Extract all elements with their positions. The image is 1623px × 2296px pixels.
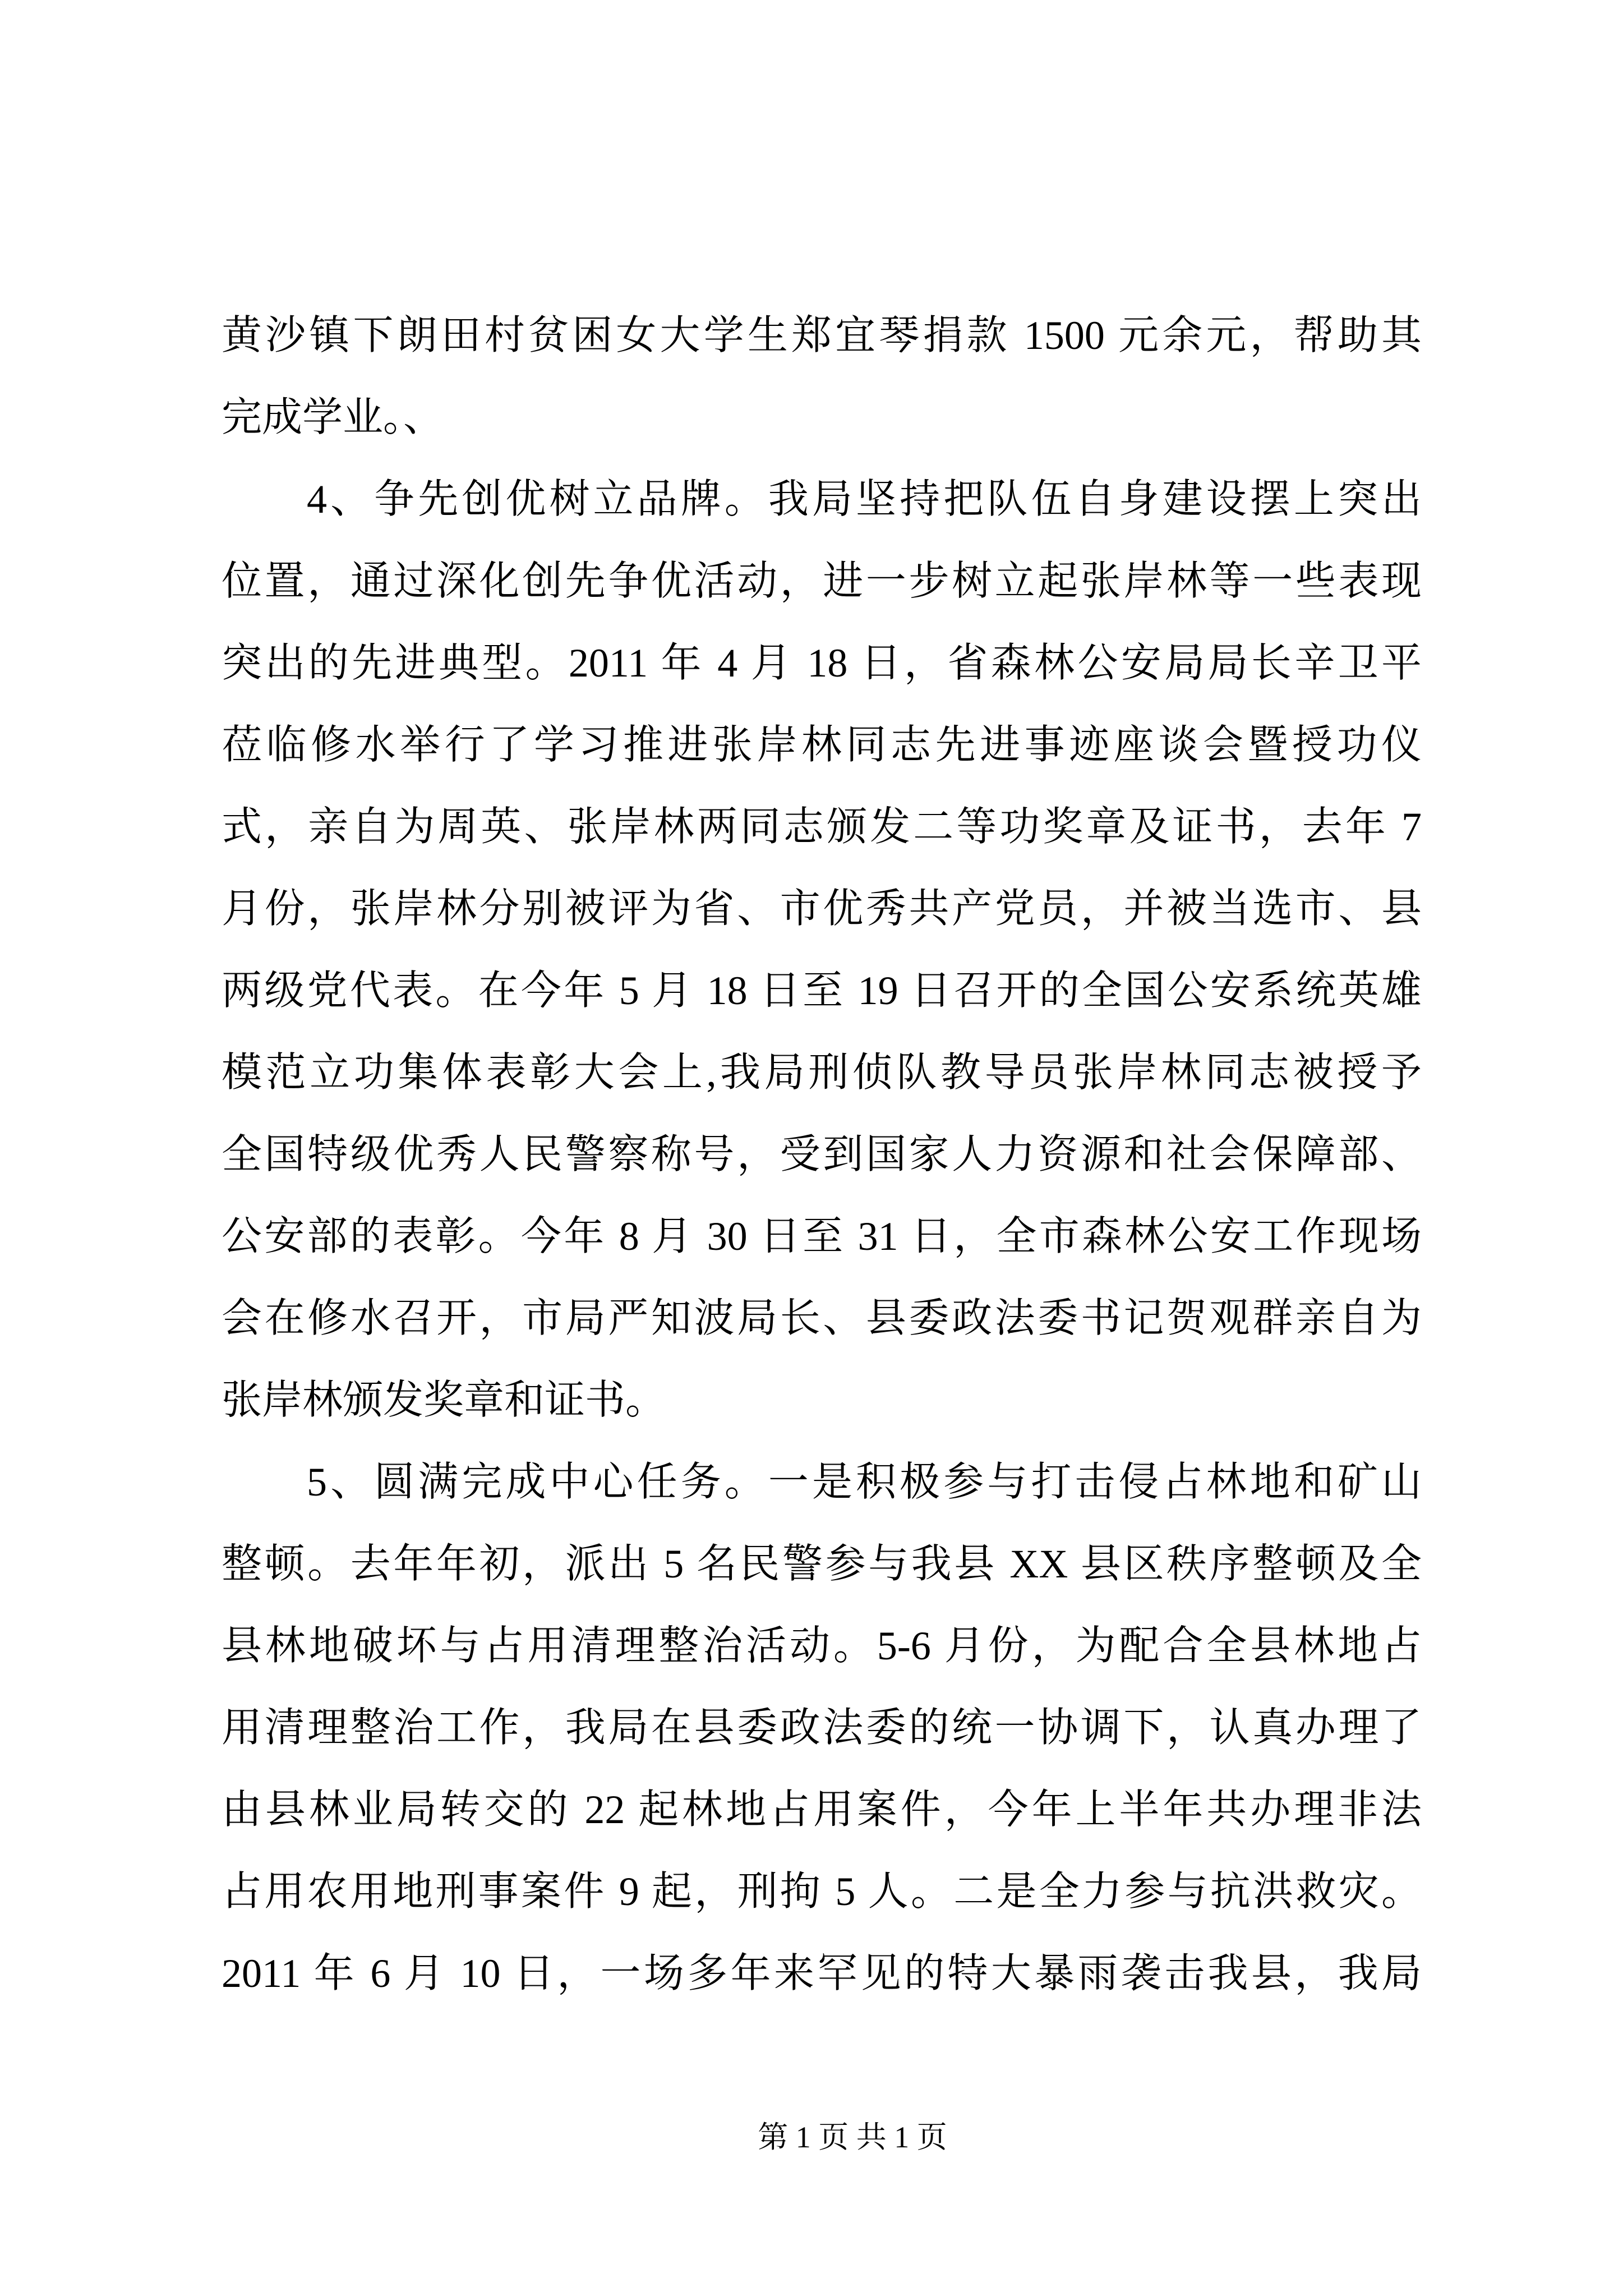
text-line: 张岸林颁发奖章和证书。 (222, 1378, 666, 1423)
text-line: 完成学业。、 (222, 395, 444, 440)
text-line: 由县林业局转交的 22 起林地占用案件，今年上半年共办理非法 (222, 1787, 1422, 1832)
document-body (222, 295, 1422, 2014)
text-line: 月份，张岸林分别被评为省、市优秀共产党员，并被当选市、县 (222, 886, 1422, 931)
text-line: 4、争先创优树立品牌。我局坚持把队伍自身建设摆上突出 (307, 477, 1422, 522)
text-line: 全国特级优秀人民警察称号，受到国家人力资源和社会保障部、 (222, 1132, 1422, 1177)
text-line: 会在修水召开，市局严知波局长、县委政法委书记贺观群亲自为 (222, 1296, 1422, 1341)
text-line: 整顿。去年年初，派出 5 名民警参与我县 XX 县区秩序整顿及全 (222, 1542, 1422, 1586)
text-line: 黄沙镇下朗田村贫困女大学生郑宜琴捐款 1500 元余元，帮助其 (222, 313, 1422, 358)
text-line: 2011 年 6 月 10 日，一场多年来罕见的特大暴雨袭击我县，我局 (222, 1951, 1422, 1996)
text-line: 占用农用地刑事案件 9 起，刑拘 5 人。二是全力参与抗洪救灾。 (222, 1869, 1422, 1914)
text-line: 模范立功集体表彰大会上,我局刑侦队教导员张岸林同志被授予 (222, 1050, 1422, 1095)
text-line: 用清理整治工作，我局在县委政法委的统一协调下，认真办理了 (222, 1705, 1422, 1750)
text-line: 突出的先进典型。2011 年 4 月 18 日，省森林公安局局长辛卫平 (222, 641, 1422, 685)
text-line: 5、圆满完成中心任务。一是积极参与打击侵占林地和矿山 (307, 1460, 1422, 1504)
text-line: 莅临修水举行了学习推进张岸林同志先进事迹座谈会暨授功仪 (222, 723, 1422, 767)
text-line: 公安部的表彰。今年 8 月 30 日至 31 日，全市森林公安工作现场 (222, 1214, 1422, 1259)
text-line: 县林地破坏与占用清理整治活动。5-6 月份，为配合全县林地占 (222, 1623, 1422, 1668)
text-line: 式，亲自为周英、张岸林两同志颁发二等功奖章及证书，去年 7 (222, 804, 1422, 849)
page-footer: 第 1 页 共 1 页 (758, 2120, 947, 2154)
text-line: 位置，通过深化创先争优活动，进一步树立起张岸林等一些表现 (222, 559, 1422, 604)
text-line: 两级党代表。在今年 5 月 18 日至 19 日召开的全国公安系统英雄 (222, 968, 1422, 1013)
